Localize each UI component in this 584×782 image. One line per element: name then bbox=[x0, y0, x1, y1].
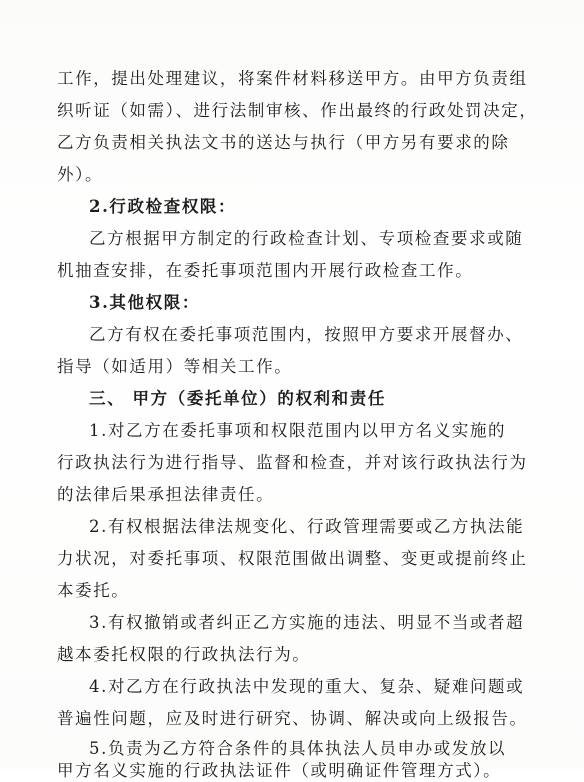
body-line-18: 3.有权撤销或者纠正乙方实施的违法、明显不当或者超 bbox=[89, 613, 525, 632]
body-line-17: 本委托。 bbox=[57, 581, 130, 600]
body-line-13: 行政执法行为进行指导、监督和检查，并对该行政执法行为 bbox=[57, 453, 528, 472]
body-line-15: 2.有权根据法律法规变化、行政管理需要或乙方执法能 bbox=[89, 517, 525, 536]
body-line-20: 4.对乙方在行政执法中发现的重大、复杂、疑难问题或 bbox=[89, 677, 525, 696]
body-line-4: 外）。 bbox=[57, 165, 104, 184]
section-heading-rights-and-duties: 三、 甲方（委托单位）的权利和责任 bbox=[89, 389, 386, 408]
body-line-3: 乙方负责相关执法文书的送达与执行（甲方另有要求的除 bbox=[57, 133, 510, 152]
body-line-6: 乙方根据甲方制定的行政检查计划、专项检查要求或随 bbox=[89, 229, 524, 248]
body-line-12: 1.对乙方在委托事项和权限范围内以甲方名义实施的 bbox=[89, 421, 507, 440]
body-line-21: 普遍性问题，应及时进行研究、协调、解决或向上级报告。 bbox=[57, 709, 528, 728]
section-heading-other-authority: 3.其他权限： bbox=[89, 293, 200, 312]
body-line-16: 力状况，对委托事项、权限范围做出调整、变更或提前终止 bbox=[57, 549, 528, 568]
section-heading-inspection-authority: 2.行政检查权限： bbox=[89, 197, 237, 216]
body-line-14: 的法律后果承担法律责任。 bbox=[57, 485, 275, 504]
body-line-19: 越本委托权限的行政执法行为。 bbox=[57, 645, 311, 664]
body-line-9: 乙方有权在委托事项范围内，按照甲方要求开展督办、 bbox=[89, 325, 524, 344]
body-line-1: 工作，提出处理建议，将案件材料移送甲方。由甲方负责组 bbox=[57, 69, 528, 88]
body-line-22: 5.负责为乙方符合条件的具体执法人员申办或发放以 bbox=[89, 739, 507, 758]
body-line-10: 指导（如适用）等相关工作。 bbox=[57, 357, 293, 376]
body-line-2: 织听证（如需）、进行法制审核、作出最终的行政处罚决定， bbox=[57, 101, 538, 120]
body-line-23: 甲方名义实施的行政执法证件（或明确证件管理方式）。 bbox=[57, 761, 502, 780]
body-line-7: 机抽查安排，在委托事项范围内开展行政检查工作。 bbox=[57, 261, 474, 280]
